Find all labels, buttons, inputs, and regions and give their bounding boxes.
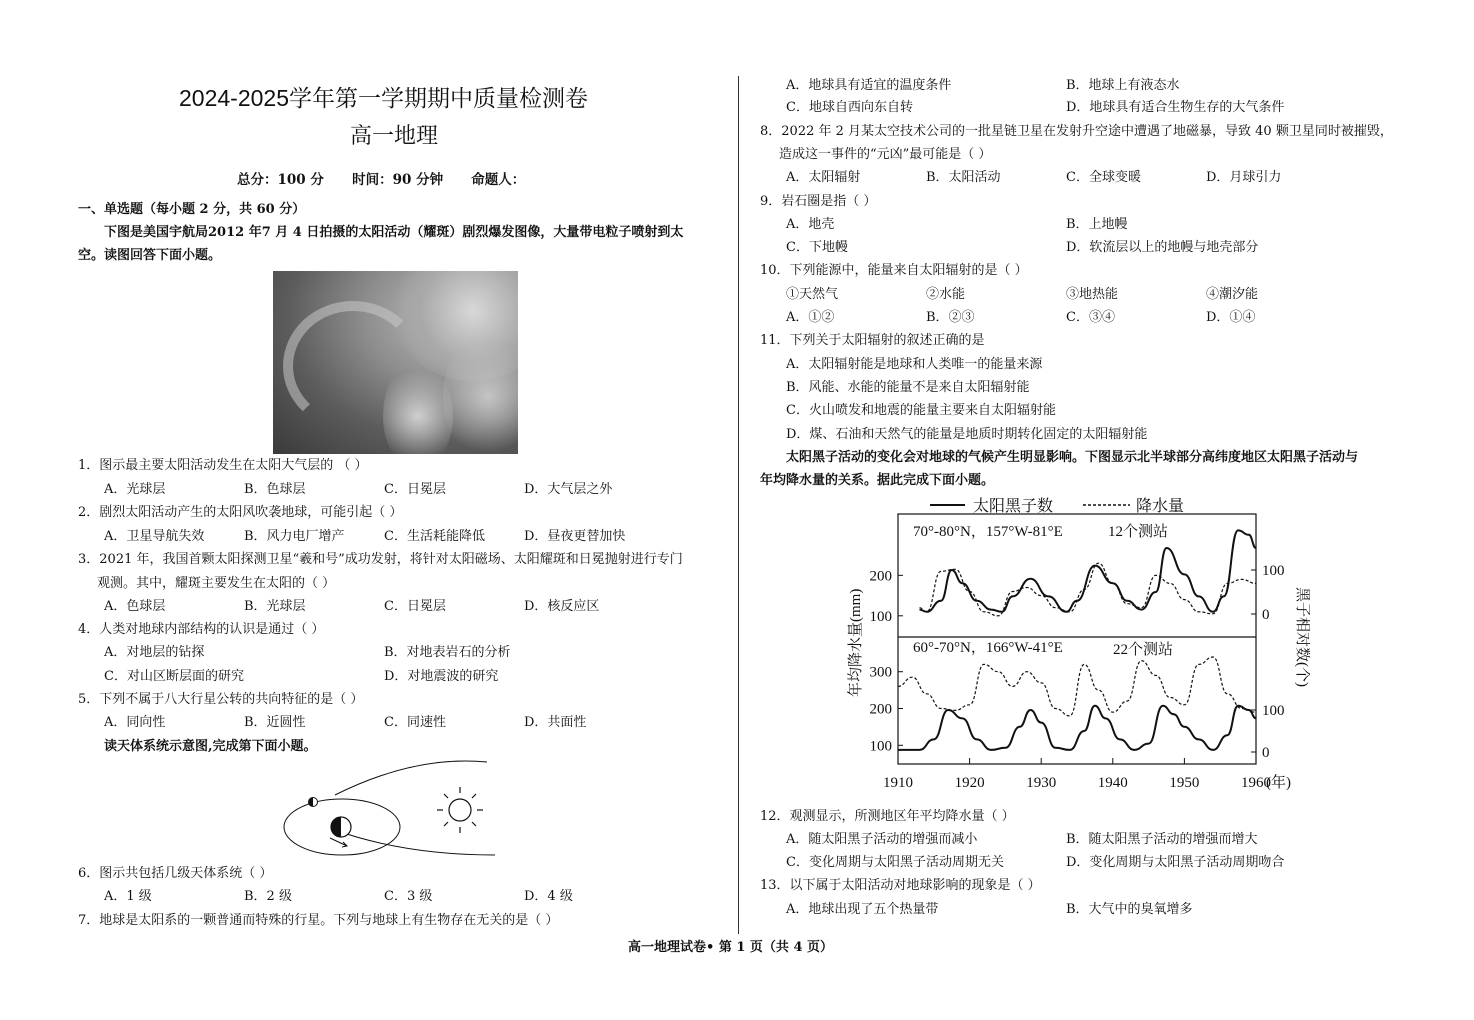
q1-option-a: A．光球层 [104, 482, 166, 497]
orbit-arc-lower [335, 830, 495, 855]
rotation-arrow-icon [330, 838, 347, 847]
q8-option-a: A．太阳辐射 [786, 170, 861, 185]
q11-option-b: B．风能、水能的能量不是来自太阳辐射能 [786, 380, 1030, 395]
q3-stem-line2: 观测。其中，耀斑主要发生在太阳的（ ） [97, 576, 336, 591]
q6-stem: 6．图示共包括几级天体系统（ ） [78, 866, 273, 881]
q10-item-3: ③地热能 [1066, 287, 1119, 302]
q2-option-a: A．卫星导航失效 [104, 529, 205, 544]
legend-precip-label: 降水量 [1136, 498, 1185, 515]
q6-option-a: A．1 级 [104, 889, 152, 904]
x-tick-label: 1910 [883, 775, 913, 791]
q13-option-b: B．大气中的臭氧增多 [1066, 902, 1193, 917]
q4-stem: 4．人类对地球内部结构的认识是通过（ ） [78, 622, 325, 637]
q9-stem: 9．岩石圈是指（ ） [760, 194, 877, 209]
exam-title: 2024-2025学年第一学期期中质量检测卷 [179, 85, 588, 111]
q7-option-c: C．地球自西向东自转 [786, 100, 913, 115]
q12-stem: 12．观测显示，所测地区年平均降水量（ ） [760, 809, 1015, 824]
y-right-tick-label: 0 [1262, 607, 1270, 623]
q11-stem: 11．下列关于太阳辐射的叙述正确的是 [760, 333, 985, 348]
moon-icon [309, 798, 318, 807]
q3-stem-line1: 3．2021 年，我国首颗太阳探测卫星“羲和号”成功发射，将针对太阳磁场、太阳耀斑和日冕抛射进行专门 [78, 552, 683, 567]
y-left-tick-label: 200 [869, 568, 892, 585]
exam-info: 总分：100 分 时间：90 分钟 命题人： [237, 172, 526, 188]
q2-option-b: B．风力电厂增产 [244, 529, 345, 544]
q12-option-b: B．随太阳黑子活动的增强而增大 [1066, 832, 1258, 847]
q3-option-a: A．色球层 [104, 599, 166, 614]
q10-option-b: B．②③ [926, 310, 975, 325]
q4-option-c: C．对山区断层面的研究 [104, 669, 244, 684]
q5-option-d: D．共面性 [524, 715, 587, 730]
intro-text-line1: 下图是美国宇航局2012 年7 月 4 日拍摄的太阳活动（耀斑）剧烈爆发图像，大量带电粒子喷射到太 [104, 225, 684, 240]
q13-option-a: A．地球出现了五个热量带 [786, 902, 939, 917]
sun-icon [437, 787, 483, 833]
panel1-series-sunspot [920, 530, 1257, 611]
intro-text-line2: 空。读图回答下面小题。 [78, 248, 222, 263]
y-axis-left-label: 年均降水量(mm) [848, 588, 864, 697]
x-axis-unit: (年) [1266, 775, 1291, 791]
intro-text-2: 读天体系统示意图,完成第下面小题。 [104, 739, 317, 754]
y-left-tick-label: 100 [869, 738, 892, 755]
q12-option-a: A．随太阳黑子活动的增强而减小 [786, 832, 978, 847]
q4-option-a: A．对地层的钻探 [104, 645, 205, 660]
panel2-series-sunspot [898, 706, 1256, 750]
q8-option-b: B．太阳活动 [926, 170, 1001, 185]
column-divider [738, 76, 739, 934]
q4-option-b: B．对地表岩石的分析 [384, 645, 511, 660]
q3-option-c: C．日冕层 [384, 599, 446, 614]
panel1-stations: 12个测站 [1108, 524, 1169, 540]
y-right-tick-label: 100 [1262, 703, 1285, 719]
q11-option-a: A．太阳辐射能是地球和人类唯一的能量来源 [786, 357, 1043, 372]
celestial-system-diagram [275, 760, 500, 860]
q5-stem: 5．下列不属于八大行星公转的共向特征的是（ ） [78, 692, 364, 707]
q8-option-c: C．全球变暖 [1066, 170, 1141, 185]
q10-option-d: D．①④ [1206, 310, 1256, 325]
q9-option-c: C．下地幔 [786, 240, 848, 255]
panel2-series-precip [898, 657, 1256, 716]
x-tick-label: 1950 [1169, 775, 1200, 791]
plot-frame [898, 514, 1256, 764]
intro-text-3-line1: 太阳黑子活动的变化会对地球的气候产生明显影响。下图显示北半球部分高纬度地区太阳黑子活动与 [786, 450, 1359, 465]
legend-sunspot-label: 太阳黑子数 [973, 498, 1054, 515]
q6-option-b: B．2 级 [244, 889, 292, 904]
panel1-series-precip [920, 563, 1257, 616]
q12-option-c: C．变化周期与太阳黑子活动周期无关 [786, 855, 1004, 870]
q11-option-d: D．煤、石油和天然气的能量是地质时期转化固定的太阳辐射能 [786, 427, 1148, 442]
q6-option-d: D．4 级 [524, 889, 573, 904]
y-left-tick-label: 300 [869, 664, 892, 681]
orbit-arc-upper [335, 761, 487, 795]
q1-option-b: B．色球层 [244, 482, 306, 497]
x-tick-label: 1930 [1026, 775, 1057, 791]
q10-option-a: A．①② [786, 310, 835, 325]
q10-item-4: ④潮汐能 [1206, 287, 1259, 302]
sunspot-precipitation-chart [840, 492, 1310, 797]
q11-option-c: C．火山喷发和地震的能量主要来自太阳辐射能 [786, 403, 1056, 418]
q1-option-c: C．日冕层 [384, 482, 446, 497]
y-left-tick-label: 200 [869, 701, 892, 718]
q7-stem: 7．地球是太阳系的一颗普通而特殊的行星。下列与地球上有生物存在无关的是（ ） [78, 913, 559, 928]
q2-option-d: D．昼夜更替加快 [524, 529, 626, 544]
q9-option-a: A．地壳 [786, 217, 835, 232]
q3-option-d: D．核反应区 [524, 599, 600, 614]
q10-option-c: C．③④ [1066, 310, 1115, 325]
x-tick-label: 1960 [1241, 775, 1271, 791]
panel2-stations: 22个测站 [1113, 642, 1174, 658]
q2-stem: 2．剧烈太阳活动产生的太阳风吹袭地球，可能引起（ ） [78, 505, 403, 520]
q5-option-b: B．近圆性 [244, 715, 306, 730]
y-axis-right-label: 黑子相对数(个) [1294, 587, 1310, 687]
earth-icon [331, 817, 351, 837]
solar-flare-photo [273, 271, 518, 454]
y-right-tick-label: 0 [1262, 745, 1270, 761]
q10-item-1: ①天然气 [786, 287, 839, 302]
y-right-tick-label: 100 [1262, 563, 1285, 579]
q12-option-d: D．变化周期与太阳黑子活动周期吻合 [1066, 855, 1285, 870]
q8-option-d: D．月球引力 [1206, 170, 1282, 185]
q10-stem: 10．下列能源中，能量来自太阳辐射的是（ ） [760, 263, 1028, 278]
q6-option-c: C．3 级 [384, 889, 433, 904]
y-left-tick-label: 100 [869, 608, 892, 625]
q5-option-c: C．同速性 [384, 715, 446, 730]
q8-stem-line1: 8．2022 年 2 月某太空技术公司的一批星链卫星在发射升空途中遭遇了地磁暴，导致 40 颗卫星同时被摧毁， [760, 124, 1393, 139]
q2-option-c: C．生活耗能降低 [384, 529, 485, 544]
q9-option-d: D．软流层以上的地幔与地壳部分 [1066, 240, 1259, 255]
page-footer: 高一地理试卷• 第 1 页（共 4 页） [628, 940, 834, 955]
panel2-label: 60°-70°N，166°W-41°E [913, 640, 1063, 656]
q7-option-b: B．地球上有液态水 [1066, 78, 1180, 93]
chart-legend [930, 497, 1184, 515]
panel1-label: 70°-80°N，157°W-81°E [913, 524, 1063, 540]
q1-stem: 1．图示最主要太阳活动发生在太阳大气层的 （ ） [78, 458, 368, 473]
q4-option-d: D．对地震波的研究 [384, 669, 499, 684]
x-tick-label: 1920 [954, 775, 985, 791]
q9-option-b: B．上地幔 [1066, 217, 1128, 232]
q10-item-2: ②水能 [926, 287, 966, 302]
intro-text-3-line2: 年均降水量的关系。据此完成下面小题。 [760, 473, 995, 488]
q3-option-b: B．光球层 [244, 599, 306, 614]
q1-option-d: D．大气层之外 [524, 482, 613, 497]
subject-title: 高一地理 [350, 124, 439, 149]
x-tick-label: 1940 [1097, 775, 1128, 791]
q7-option-a: A．地球具有适宜的温度条件 [786, 78, 952, 93]
q13-stem: 13．以下属于太阳活动对地球影响的现象是（ ） [760, 878, 1041, 893]
section-heading: 一、单选题（每小题 2 分，共 60 分） [78, 202, 306, 217]
q8-stem-line2: 造成这一事件的“元凶”最可能是（ ） [779, 147, 992, 162]
q5-option-a: A．同向性 [104, 715, 166, 730]
q7-option-d: D．地球具有适合生物生存的大气条件 [1066, 100, 1285, 115]
